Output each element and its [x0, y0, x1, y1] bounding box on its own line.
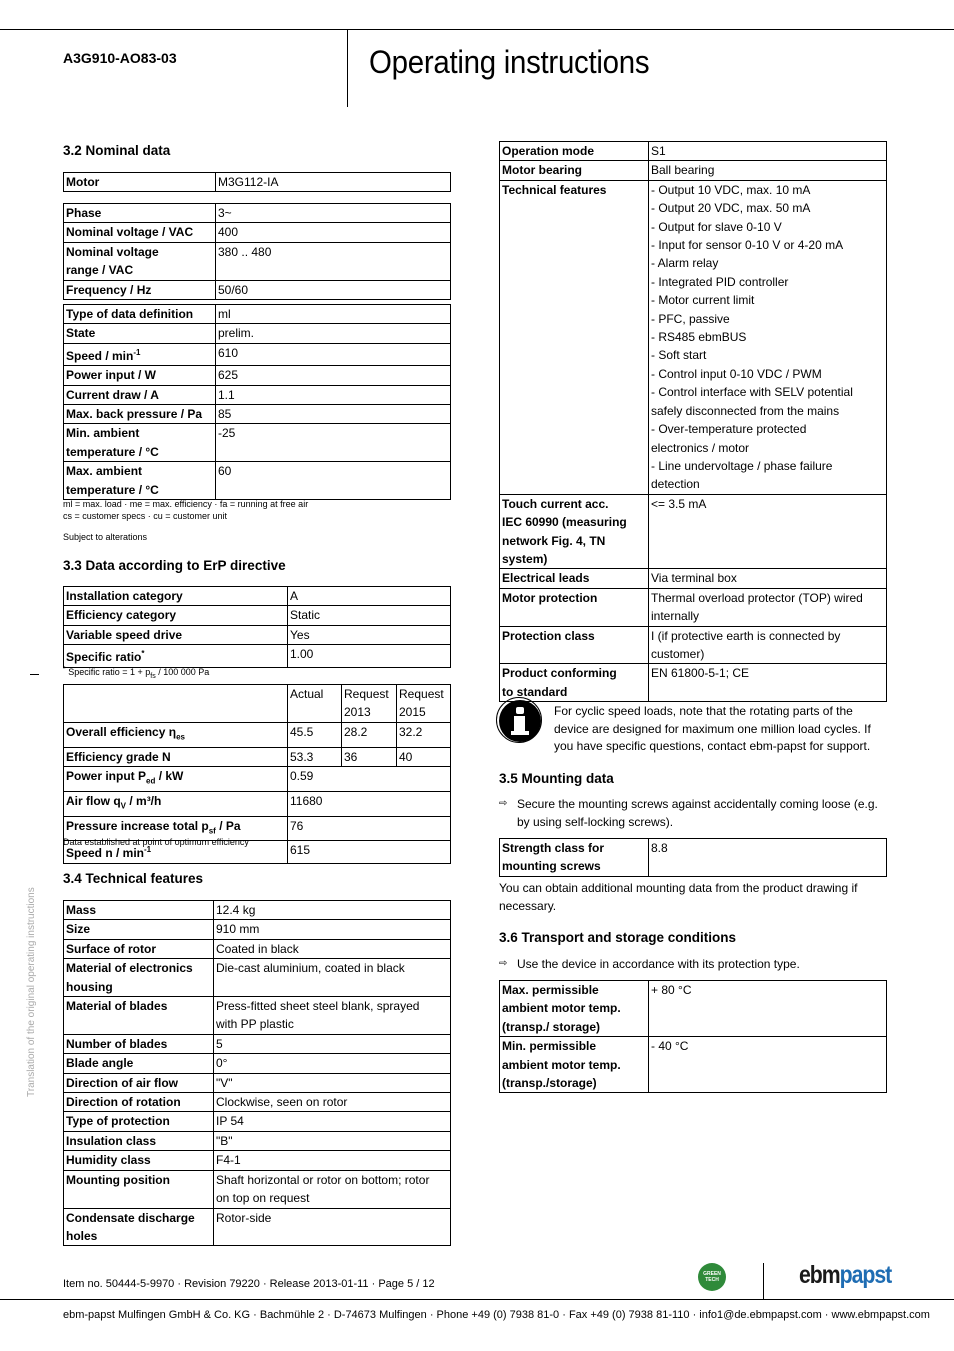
row-value: 3~: [216, 204, 451, 223]
table-row: [64, 366, 451, 385]
row-label: Motor: [64, 173, 216, 192]
mounting-bullet: ⇨ Secure the mounting screws against accidentally coming loose (e.g. by using self-locking screws).: [499, 797, 878, 829]
table-row: [500, 839, 887, 877]
row-value: 60: [216, 462, 451, 500]
row-label: Nominal voltage / VAC: [64, 223, 216, 242]
motor-table: [63, 172, 451, 192]
row-value: - 40 °C: [649, 1037, 887, 1093]
row-label: Motor bearing: [500, 161, 649, 180]
row-value: 40: [397, 747, 451, 766]
table-row: [64, 606, 451, 625]
row-value: Press-fitted sheet steel blank, sprayed with PP plastic: [214, 997, 451, 1035]
row-value: prelim.: [216, 324, 451, 343]
row-label: Motor protection: [500, 588, 649, 626]
info-text: For cyclic speed loads, note that the rotating parts of the device are designed for maximum one million load cycles. If you have specific questions, contact ebm-papst for support.: [554, 704, 871, 753]
table-row: [64, 173, 451, 192]
table-row: [64, 1151, 451, 1170]
header-rule: [0, 29, 954, 30]
row-value: Rotor-side: [214, 1208, 451, 1246]
table-row: [64, 1112, 451, 1131]
row-label: Min. ambient temperature / °C: [64, 424, 216, 462]
row-value: Clockwise, seen on rotor: [214, 1093, 451, 1112]
table-row: [64, 1073, 451, 1092]
greentech-badge: GREEN TECH: [698, 1263, 726, 1291]
table-row: [500, 981, 887, 1037]
row-value: 625: [216, 366, 451, 385]
table-row: [64, 587, 451, 606]
row-label: State: [64, 324, 216, 343]
specific-ratio-footnote: * Specific ratio = $1 + p_{fs} / 100$ 000 Pa: [63, 666, 210, 680]
row-value: 32.2: [397, 722, 451, 747]
row-value: Thermal overload protector (TOP) wired internally: [649, 588, 887, 626]
column-header: [64, 685, 288, 723]
table-row: [64, 920, 451, 939]
row-value: 8.8: [649, 839, 887, 877]
table-row: [64, 1034, 451, 1053]
row-value: 615: [288, 841, 451, 863]
transport-table: [499, 980, 887, 1093]
row-label: Power input / W: [64, 366, 216, 385]
table-row: [500, 664, 887, 702]
row-value: 380 .. 480: [216, 242, 451, 280]
row-value: 1.1: [216, 385, 451, 404]
table-row: [500, 494, 887, 569]
row-value: 85: [216, 405, 451, 424]
row-value: + 80 °C: [649, 981, 887, 1037]
side-translation-note: Translation of the original operating instructions: [26, 887, 37, 1097]
row-value: 910 mm: [214, 920, 451, 939]
mounting-table: [499, 838, 887, 877]
row-value: Yes: [288, 625, 451, 644]
footer-divider: [763, 1263, 764, 1299]
table-row: [500, 142, 887, 161]
row-value: Via terminal box: [649, 569, 887, 588]
table-row: [64, 424, 451, 462]
table-row: [64, 767, 451, 792]
ebmpapst-logo: ebmpapst: [799, 1261, 892, 1289]
table-row: [64, 1131, 451, 1150]
row-label: Touch current acc. IEC 60990 (measuring network Fig. 4, TN system): [500, 494, 649, 569]
row-value: 53.3: [288, 747, 342, 766]
row-value: 0.59: [288, 767, 451, 792]
document-title: Operating instructions: [369, 44, 650, 80]
row-value: EN 61800-5-1; CE: [649, 664, 887, 702]
footer-rule: [0, 1299, 954, 1300]
row-label: Min. permissible ambient motor temp. (transp./storage): [500, 1037, 649, 1093]
row-value: Static: [288, 606, 451, 625]
row-value: 28.2: [342, 722, 397, 747]
table-row: [64, 280, 451, 299]
table-row: [500, 180, 887, 494]
row-label: Technical features: [500, 180, 649, 494]
nominal-heading: 3.2 Nominal data: [63, 143, 171, 158]
model-number: A3G910-AO83-03: [63, 50, 177, 66]
row-value: 36: [342, 747, 397, 766]
row-value: M3G112-IA: [216, 173, 451, 192]
row-label: Surface of rotor: [64, 939, 214, 958]
row-label: Air flow $q_V / m^3/h$: [64, 791, 288, 816]
row-label: Speed / $\min^{-1}$: [64, 343, 216, 365]
row-label: Humidity class: [64, 1151, 214, 1170]
row-label: Max. permissible ambient motor temp. (transp./ storage): [500, 981, 649, 1037]
row-value: 45.5: [288, 722, 342, 747]
right-spec-table: [499, 141, 887, 702]
row-label: Blade angle: [64, 1054, 214, 1073]
table-row: [64, 722, 451, 747]
row-value: Coated in black: [214, 939, 451, 958]
row-value: -25: [216, 424, 451, 462]
row-label: Condensate discharge holes: [64, 1208, 214, 1246]
table-row: [64, 791, 451, 816]
row-label: Current draw / A: [64, 385, 216, 404]
table-header-row: [64, 685, 451, 723]
efficiency-note: Data established at point of optimum efficiency: [63, 837, 249, 847]
row-label: Efficiency grade N: [64, 747, 288, 766]
column-header: Request 2013: [342, 685, 397, 723]
company-address: ebm-papst Mulfingen GmbH & Co. KG · Bachmühle 2 · D-74673 Mulfingen · Phone +49 (0) 7938 81-0 · Fax +49 (0) 7938 81-110 · info1@de.ebmpapst.com · www.ebmpapst.com: [63, 1309, 930, 1321]
transport-heading: 3.6 Transport and storage conditions: [499, 930, 737, 945]
table-row: [64, 385, 451, 404]
row-value: 1.00: [288, 645, 451, 667]
table-row: [64, 405, 451, 424]
row-label: Frequency / Hz: [64, 280, 216, 299]
item-number: Item no. 50444-5-9970 · Revision 79220 · Release 2013-01-11 · Page 5 / 12: [63, 1278, 435, 1290]
table-row: [64, 1054, 451, 1073]
row-label: Size: [64, 920, 214, 939]
row-value: - Output 10 VDC, max. 10 mA - Output 20 VDC, max. 50 mA - Output for slave 0-10 V - Input for sensor 0-10 V or 4-20 mA - Alarm relay - Integrated PID controller - Motor current limit - PFC, passive - RS485 ebmBUS - Soft start - Control input 0-10 VDC / PWM - Control interface with SELV potential safely disconnected from the mains - Over-temperature protected electronics / motor - Line undervoltage / phase failure detection: [649, 180, 887, 494]
row-value: Shaft horizontal or rotor on bottom; rotor on top on request: [214, 1170, 451, 1208]
row-value: "V": [214, 1073, 451, 1092]
row-value: 0°: [214, 1054, 451, 1073]
column-header: Request 2015: [397, 685, 451, 723]
row-label: Operation mode: [500, 142, 649, 161]
tech-heading: 3.4 Technical features: [63, 871, 204, 886]
row-value: A: [288, 587, 451, 606]
row-label: Direction of air flow: [64, 1073, 214, 1092]
table-row: [64, 462, 451, 500]
row-label: Phase: [64, 204, 216, 223]
row-value: F4-1: [214, 1151, 451, 1170]
row-value: 12.4 kg: [214, 901, 451, 920]
table-row: [500, 161, 887, 180]
row-value: I (if protective earth is connected by customer): [649, 626, 887, 664]
row-label: Product conforming to standard: [500, 664, 649, 702]
row-value: ml: [216, 305, 451, 324]
table-row: [64, 223, 451, 242]
arrow-right-icon: ⇨: [499, 958, 508, 969]
row-label: Efficiency category: [64, 606, 288, 625]
arrow-right-icon: ⇨: [499, 798, 508, 809]
row-label: Number of blades: [64, 1034, 214, 1053]
row-label: Nominal voltage range / VAC: [64, 242, 216, 280]
electrical-table: [63, 203, 451, 300]
operating-data-table: [63, 304, 451, 500]
row-value: "B": [214, 1131, 451, 1150]
row-label: Type of protection: [64, 1112, 214, 1131]
row-label: Speed n / $\min^{-1}$: [64, 841, 288, 863]
mounting-heading: 3.5 Mounting data: [499, 771, 614, 786]
row-label: Strength class for mounting screws: [500, 839, 649, 877]
table-row: [64, 343, 451, 365]
row-value: 50/60: [216, 280, 451, 299]
row-label: Max. back pressure / Pa: [64, 405, 216, 424]
transport-bullet: ⇨ Use the device in accordance with its protection type.: [499, 957, 800, 971]
table-row: [500, 626, 887, 664]
table-row: [64, 305, 451, 324]
row-label: Mounting position: [64, 1170, 214, 1208]
table-row: [64, 1093, 451, 1112]
abbreviation-note-1: ml = max. load · me = max. efficiency · fa = running at free air: [63, 499, 309, 509]
table-row: [64, 939, 451, 958]
row-label: Direction of rotation: [64, 1093, 214, 1112]
row-label: Pressure increase total $p_{sf}$ / Pa: [64, 816, 288, 841]
row-label: Material of blades: [64, 997, 214, 1035]
table-row: [64, 959, 451, 997]
table-row: [64, 1208, 451, 1246]
table-row: [500, 588, 887, 626]
row-label: Electrical leads: [500, 569, 649, 588]
erp-table: [63, 586, 451, 668]
mounting-text: You can obtain additional mounting data from the product drawing if necessary.: [499, 881, 858, 913]
row-value: 76: [288, 816, 451, 841]
header-divider: [347, 29, 348, 107]
row-value: Ball bearing: [649, 161, 887, 180]
technical-features-table: [63, 900, 451, 1246]
row-value: Die-cast aluminium, coated in black: [214, 959, 451, 997]
row-value: IP 54: [214, 1112, 451, 1131]
table-row: [500, 569, 887, 588]
alteration-note: Subject to alterations: [63, 532, 148, 542]
row-label: Overall efficiency $\eta_{es}$: [64, 722, 288, 747]
table-row: [64, 204, 451, 223]
margin-mark: [30, 674, 39, 675]
table-row: [64, 242, 451, 280]
row-value: 5: [214, 1034, 451, 1053]
table-row: [64, 747, 451, 766]
row-value: 400: [216, 223, 451, 242]
column-header: Actual: [288, 685, 342, 723]
abbreviation-note-2: cs = customer specs · cu = customer unit: [63, 511, 228, 521]
erp-heading: 3.3 Data according to ErP directive: [63, 558, 286, 573]
row-label: Insulation class: [64, 1131, 214, 1150]
row-label: Power input $P_{ed}$ / kW: [64, 767, 288, 792]
row-label: Specific ratio*: [64, 645, 288, 667]
row-value: 11680: [288, 791, 451, 816]
row-label: Material of electronics housing: [64, 959, 214, 997]
row-value: 610: [216, 343, 451, 365]
row-label: Max. ambient temperature / °C: [64, 462, 216, 500]
table-row: [64, 997, 451, 1035]
table-row: [64, 901, 451, 920]
table-row: [64, 1170, 451, 1208]
row-value: S1: [649, 142, 887, 161]
row-label: Type of data definition: [64, 305, 216, 324]
table-row: [64, 625, 451, 644]
row-label: Installation category: [64, 587, 288, 606]
row-label: Variable speed drive: [64, 625, 288, 644]
row-value: <= 3.5 mA: [649, 494, 887, 569]
table-row: [64, 324, 451, 343]
table-row: [500, 1037, 887, 1093]
info-icon: [499, 700, 541, 742]
row-label: Protection class: [500, 626, 649, 664]
row-label: Mass: [64, 901, 214, 920]
